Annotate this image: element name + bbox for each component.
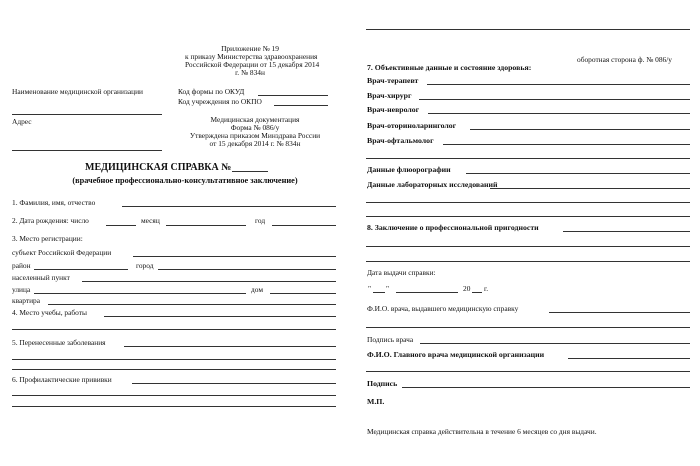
field-study-work-line-1[interactable] xyxy=(104,316,336,317)
field-street-label: улица xyxy=(12,285,31,294)
chief-doctor-name-line-1[interactable] xyxy=(568,358,690,359)
field-subject-line[interactable] xyxy=(133,256,336,257)
med-doc-line-2: Форма № 086/у xyxy=(230,123,280,132)
issue-day-line[interactable] xyxy=(373,292,385,293)
doctor-neurologist-label: Врач-невролог xyxy=(367,105,420,114)
appendix-line-2: к приказу Министерства здравоохранения xyxy=(185,52,318,61)
field-past-diseases-line-3[interactable] xyxy=(12,369,336,370)
fitness-conclusion-line-2[interactable] xyxy=(366,246,690,247)
appendix-line-3: Российской Федерации от 15 декабря 2014 xyxy=(185,60,320,69)
doctor-signature-line[interactable] xyxy=(420,343,690,344)
issue-date-label: Дата выдачи справки: xyxy=(367,268,436,277)
doctor-signature-label: Подпись врача xyxy=(367,335,414,344)
address-label: Адрес xyxy=(12,117,32,126)
fitness-conclusion-line-1[interactable] xyxy=(563,231,690,232)
certificate-title: МЕДИЦИНСКАЯ СПРАВКА № xyxy=(85,162,232,173)
field-vaccinations-label: 6. Профилактические прививки xyxy=(12,375,112,384)
doctor-name-line-1[interactable] xyxy=(549,312,690,313)
stamp-label: М.П. xyxy=(367,397,385,406)
med-doc-line-4: от 15 декабря 2014 г. № 834н xyxy=(209,139,301,148)
fluorography-line[interactable] xyxy=(466,173,690,174)
field-city-line[interactable] xyxy=(158,269,336,270)
field-birth-day-label: 2. Дата рождения: число xyxy=(12,216,89,225)
field-birth-year-line[interactable] xyxy=(272,225,336,226)
field-street-line[interactable] xyxy=(34,293,246,294)
med-doc-line-1: Медицинская документация xyxy=(210,115,300,124)
lab-data-label: Данные лабораторных исследований xyxy=(367,180,498,189)
issue-year-line[interactable] xyxy=(472,292,482,293)
certificate-subtitle: (врачебное профессионально-консультативное заключение) xyxy=(72,176,298,185)
okpo-label: Код учреждения по ОКПО xyxy=(178,97,262,106)
validity-note: Медицинская справка действительна в течение 6 месяцев со дня выдачи. xyxy=(367,427,597,436)
doctor-therapist-line[interactable] xyxy=(427,84,690,85)
field-past-diseases-line-1[interactable] xyxy=(124,346,336,347)
lab-data-line-3[interactable] xyxy=(366,216,690,217)
org-name-label: Наименование медицинской организации xyxy=(12,87,144,96)
reverse-side-label: оборотная сторона ф. № 086/у xyxy=(577,55,672,64)
field-district-label: район xyxy=(12,261,31,270)
doctor-surgeon-line[interactable] xyxy=(419,99,690,100)
chief-doctor-name-label: Ф.И.О. Главного врача медицинской организации xyxy=(367,350,545,359)
field-full-name-label: 1. Фамилия, имя, отчество xyxy=(12,198,96,207)
doctor-surgeon-label: Врач-хирург xyxy=(367,91,412,100)
okud-field[interactable] xyxy=(258,95,328,96)
field-subject-label: субъект Российской Федерации xyxy=(12,248,112,257)
issue-year-prefix: 20 xyxy=(463,284,471,293)
doctor-ent-label: Врач-оториноларинголог xyxy=(367,121,457,130)
field-full-name-line[interactable] xyxy=(122,206,336,207)
appendix-line-1: Приложение № 19 xyxy=(221,44,279,53)
fitness-conclusion-line-3[interactable] xyxy=(366,261,690,262)
field-apartment-line[interactable] xyxy=(48,304,336,305)
field-study-work-label: 4. Место учебы, работы xyxy=(12,308,87,317)
issue-month-line[interactable] xyxy=(396,292,458,293)
field-study-work-line-2[interactable] xyxy=(12,329,336,330)
issue-date-open-quote: " xyxy=(368,284,372,293)
doctor-therapist-label: Врач-терапевт xyxy=(367,76,419,85)
issue-year-suffix: г. xyxy=(484,284,489,293)
field-birth-month-label: месяц xyxy=(141,216,160,225)
field-past-diseases-label: 5. Перенесенные заболевания xyxy=(12,338,106,347)
org-name-line[interactable] xyxy=(12,114,162,115)
med-doc-line-3: Утверждена приказом Минздрава России xyxy=(189,131,321,140)
field-settlement-line[interactable] xyxy=(82,281,336,282)
okpo-field[interactable] xyxy=(274,105,328,106)
fluorography-label: Данные флюорографии xyxy=(367,165,451,174)
field-vaccinations-line-3[interactable] xyxy=(12,406,336,407)
field-house-line[interactable] xyxy=(270,293,336,294)
doctor-ent-line[interactable] xyxy=(470,129,690,130)
appendix-line-4: г. № 834н xyxy=(235,68,265,77)
field-birth-day-line[interactable] xyxy=(106,225,136,226)
address-line[interactable] xyxy=(12,150,162,151)
field-settlement-label: населенный пункт xyxy=(12,273,70,282)
okud-label: Код формы по ОКУД xyxy=(178,87,245,96)
objective-data-heading: 7. Объективные данные и состояние здоровья: xyxy=(367,63,532,72)
doctor-name-label: Ф.И.О. врача, выдавшего медицинскую справку xyxy=(367,304,519,313)
chief-doctor-name-line-2[interactable] xyxy=(366,371,690,372)
lab-data-line-2[interactable] xyxy=(366,202,690,203)
field-birth-year-label: год xyxy=(255,216,266,225)
fitness-conclusion-label: 8. Заключение о профессиональной пригодности xyxy=(367,223,539,232)
issue-date-close-quote: " xyxy=(386,284,390,293)
doctor-neurologist-line[interactable] xyxy=(428,113,690,114)
top-line xyxy=(366,29,690,30)
ophthalmologist-line-2[interactable] xyxy=(366,158,690,159)
field-vaccinations-line-2[interactable] xyxy=(12,395,336,396)
field-registration-label: 3. Место регистрации: xyxy=(12,234,83,243)
doctor-ophthalmologist-line[interactable] xyxy=(443,144,690,145)
field-vaccinations-line-1[interactable] xyxy=(132,383,336,384)
signature-label: Подпись xyxy=(367,379,398,388)
doctor-ophthalmologist-label: Врач-офтальмолог xyxy=(367,136,434,145)
field-apartment-label: квартира xyxy=(12,296,41,305)
field-city-label: город xyxy=(136,261,154,270)
field-house-label: дом xyxy=(251,285,263,294)
lab-data-line-1[interactable] xyxy=(490,188,690,189)
field-birth-month-line[interactable] xyxy=(166,225,246,226)
doctor-name-line-2[interactable] xyxy=(366,327,690,328)
field-district-line[interactable] xyxy=(34,269,128,270)
signature-line[interactable] xyxy=(402,387,690,388)
field-past-diseases-line-2[interactable] xyxy=(12,359,336,360)
certificate-number-line[interactable] xyxy=(232,171,268,172)
